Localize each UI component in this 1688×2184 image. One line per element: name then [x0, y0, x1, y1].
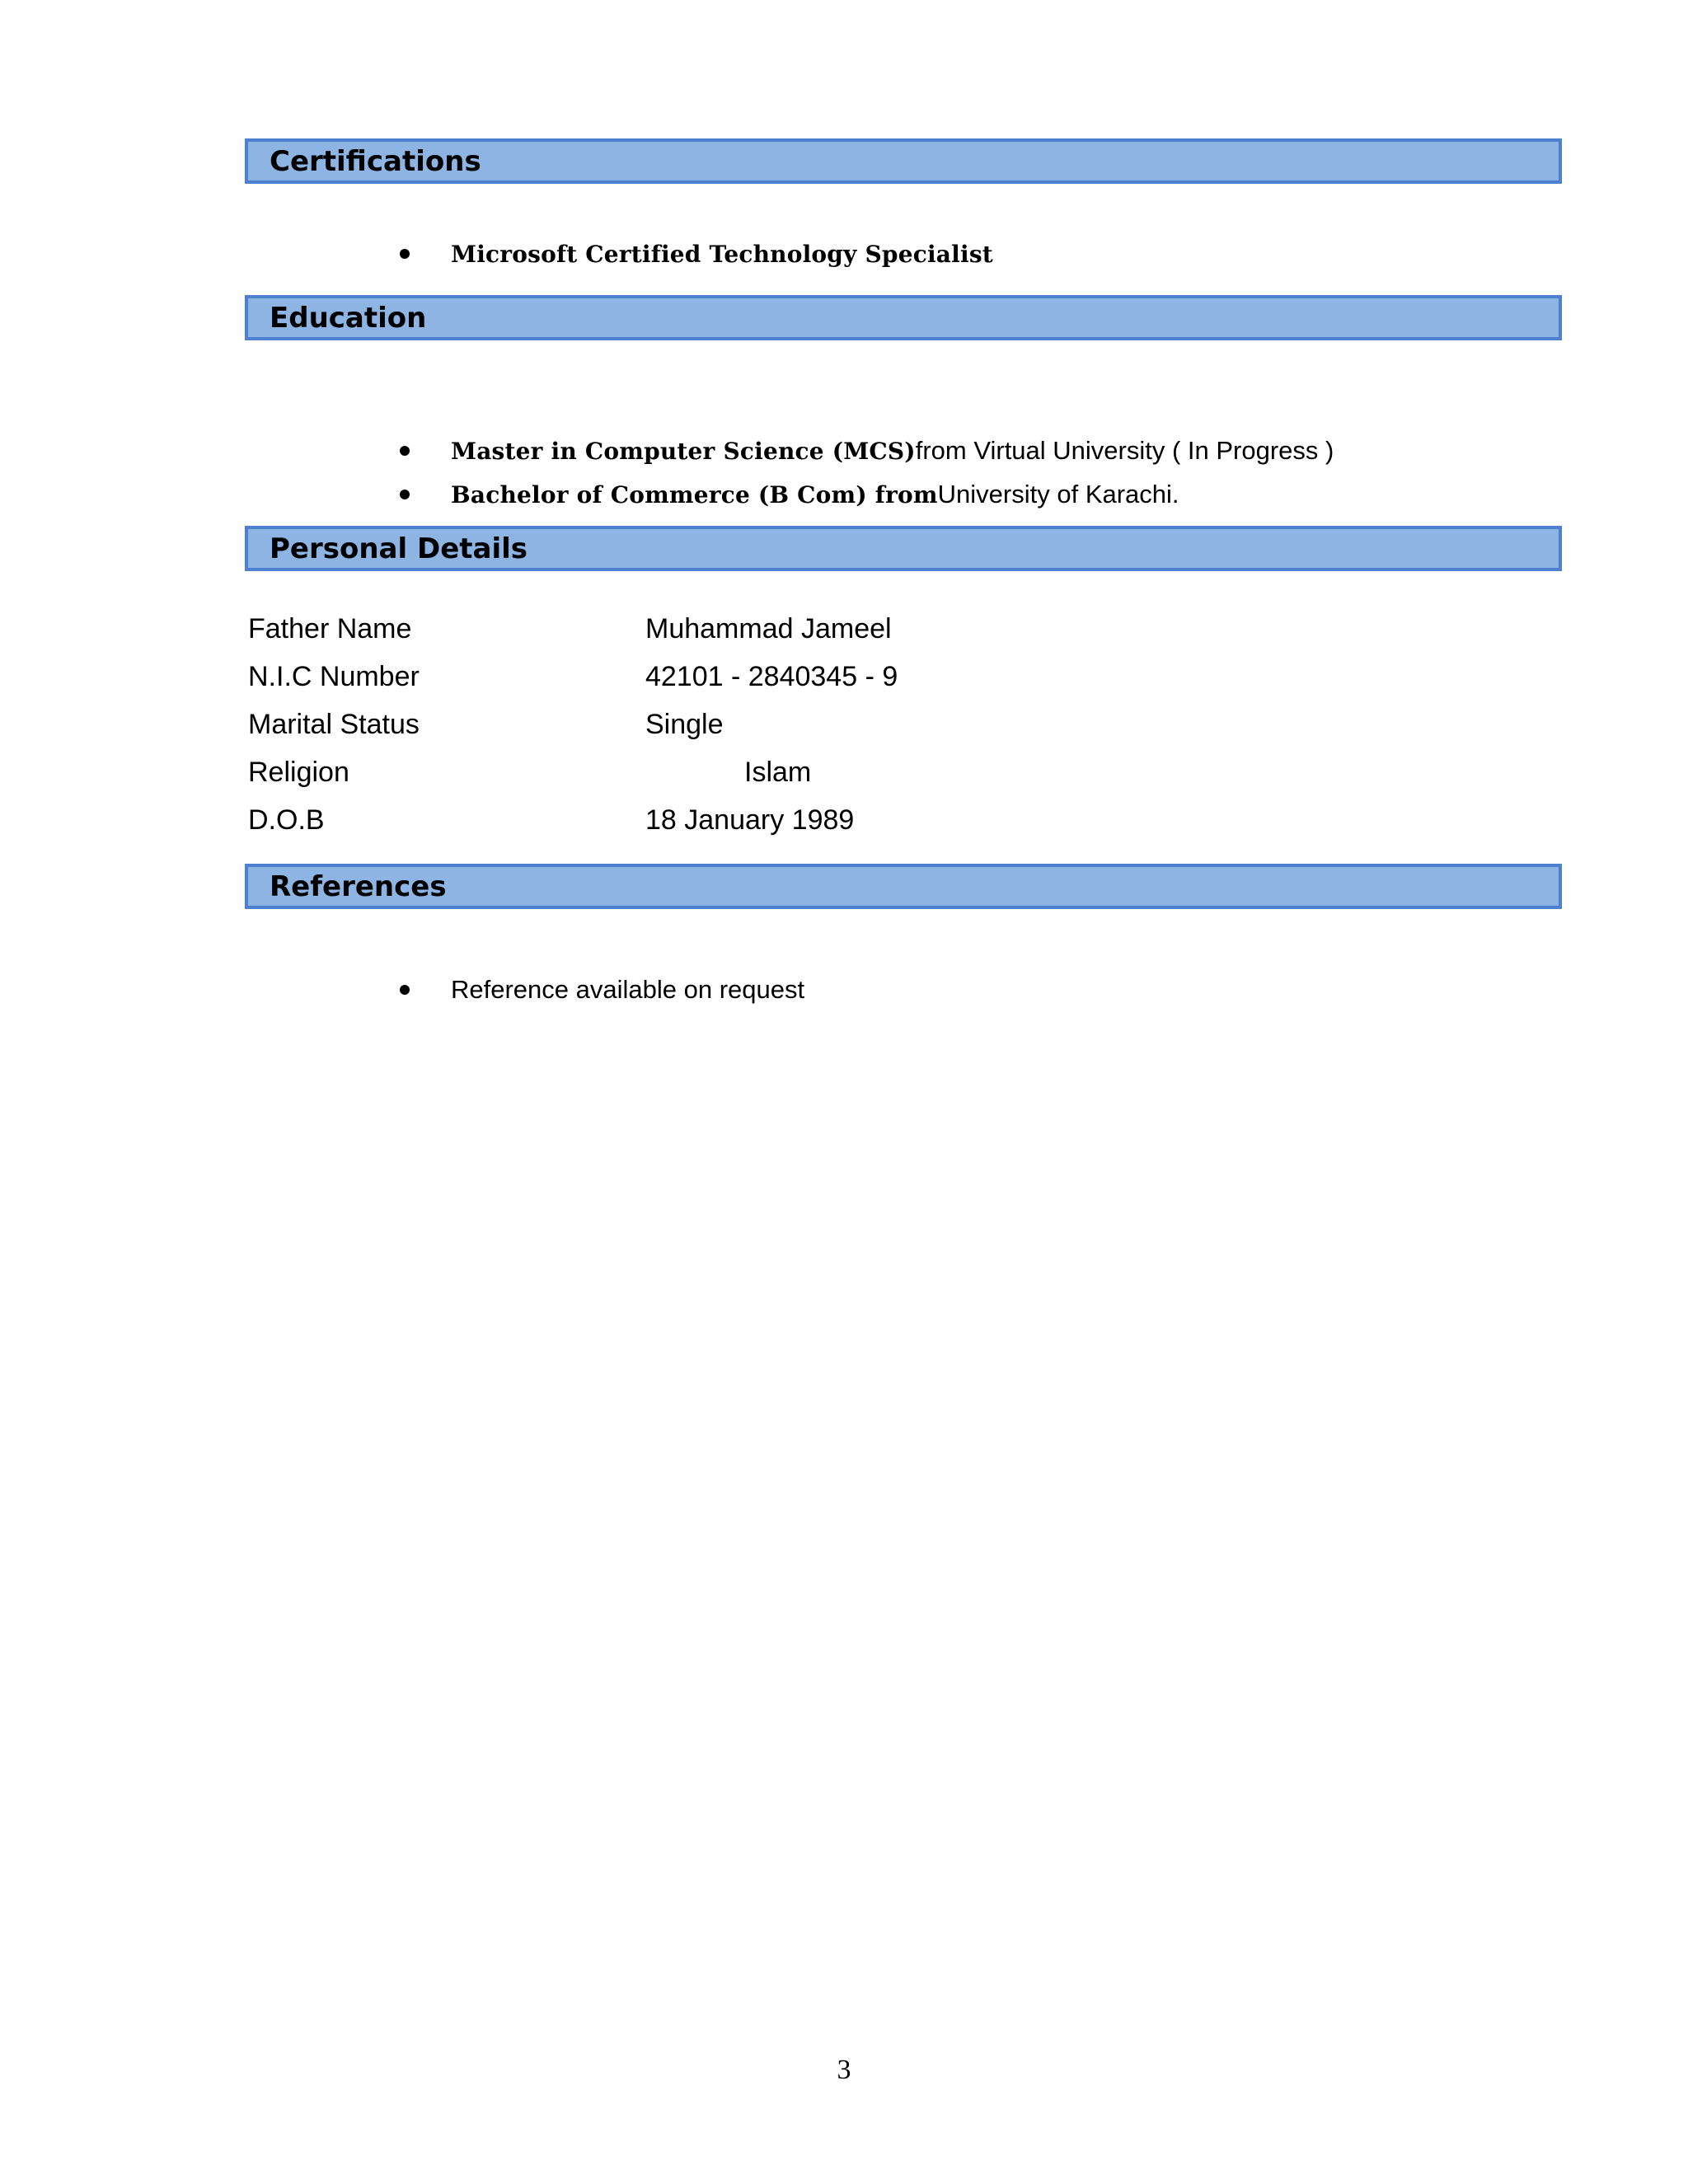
references-header [245, 864, 1562, 909]
degree-institution: from Virtual University ( In Progress ) [915, 436, 1334, 465]
certification-name: Microsoft Certified Technology Specialist [451, 240, 993, 268]
list-item [396, 969, 804, 1010]
certifications-title: Certifications [270, 144, 481, 178]
bullet-icon [400, 446, 410, 456]
bullet-icon [400, 249, 410, 259]
detail-value-marital-status: Single [645, 709, 724, 740]
degree-institution: University of Karachi. [937, 480, 1179, 509]
page-number: 3 [837, 2055, 851, 2085]
detail-label-dob: D.O.B [248, 804, 325, 836]
bullet-icon [400, 985, 410, 995]
degree-name: Master in Computer Science (MCS) [451, 437, 916, 465]
list-item [396, 430, 1334, 471]
reference-text: Reference available on request [451, 975, 805, 1004]
list-item [396, 474, 1179, 515]
detail-value-nic-number: 42101 - 2840345 - 9 [645, 661, 898, 692]
personal-details-title: Personal Details [270, 532, 528, 565]
personal-details-header [245, 526, 1562, 571]
detail-value-father-name: Muhammad Jameel [645, 613, 892, 644]
education-title: Education [270, 301, 427, 335]
detail-label-marital-status: Marital Status [248, 709, 420, 740]
detail-value-dob: 18 January 1989 [645, 804, 855, 836]
detail-value-religion: Islam [744, 757, 812, 788]
degree-name: Bachelor of Commerce (B Com) from [451, 480, 938, 509]
bullet-icon [400, 490, 410, 499]
list-item [396, 233, 993, 274]
education-header [245, 295, 1562, 340]
detail-label-religion: Religion [248, 757, 349, 788]
certifications-header [245, 138, 1562, 184]
detail-label-father-name: Father Name [248, 613, 412, 644]
references-title: References [270, 869, 447, 903]
detail-label-nic-number: N.I.C Number [248, 661, 420, 692]
